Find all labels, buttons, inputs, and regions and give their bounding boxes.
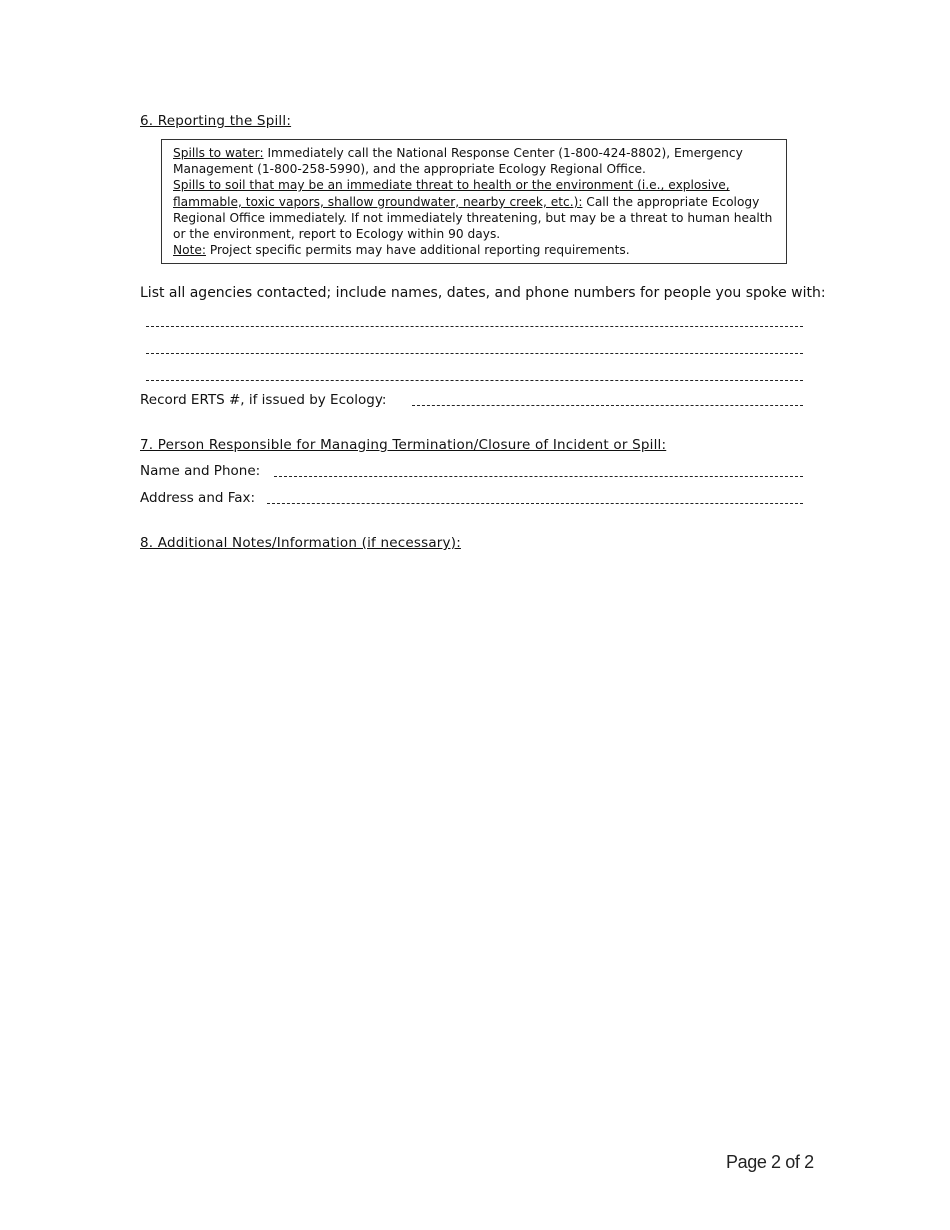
name-phone-field[interactable] <box>274 476 803 477</box>
spill-reporting-notice-box <box>161 139 787 264</box>
address-fax-field[interactable] <box>267 503 803 504</box>
agencies-line-1[interactable] <box>146 326 803 327</box>
name-phone-label: Name and Phone: <box>140 463 261 479</box>
soil-label: Spills to soil that may be an immediate threat to health or the environment (i.e., explosive, flammable, toxic vapors, shallow groundwater, nearby creek, etc.): <box>173 178 730 209</box>
erts-number-field[interactable] <box>412 405 803 406</box>
water-text: Immediately call the National Response Center (1-800-424-8802), Emergency Management (1-800-258-5990), and the appropriate Ecology Regional Office. <box>173 146 743 177</box>
agencies-prompt: List all agencies contacted; include names, dates, and phone numbers for people you spoke with: <box>140 285 826 301</box>
section-8-heading: 8. Additional Notes/Information (if necessary): <box>140 535 461 551</box>
section-7-heading: 7. Person Responsible for Managing Termination/Closure of Incident or Spill: <box>140 437 667 453</box>
agencies-line-2[interactable] <box>146 353 803 354</box>
erts-label: Record ERTS #, if issued by Ecology: <box>140 392 387 408</box>
agencies-line-3[interactable] <box>146 380 803 381</box>
page-number: Page 2 of 2 <box>726 1152 814 1172</box>
note-label: Note: <box>173 243 206 258</box>
soil-text: Call the appropriate Ecology Regional Office immediately. If not immediately threatening, but may be a threat to human health or the environment, report to Ecology within 90 days. <box>173 194 773 242</box>
section-6-heading: 6. Reporting the Spill: <box>140 113 292 129</box>
water-label: Spills to water: <box>173 146 264 160</box>
note-text: Project specific permits may have additional reporting requirements. <box>205 243 630 258</box>
address-fax-label: Address and Fax: <box>140 490 256 506</box>
water-paragraph <box>173 145 775 177</box>
note-paragraph <box>173 242 775 258</box>
soil-paragraph <box>173 177 775 242</box>
